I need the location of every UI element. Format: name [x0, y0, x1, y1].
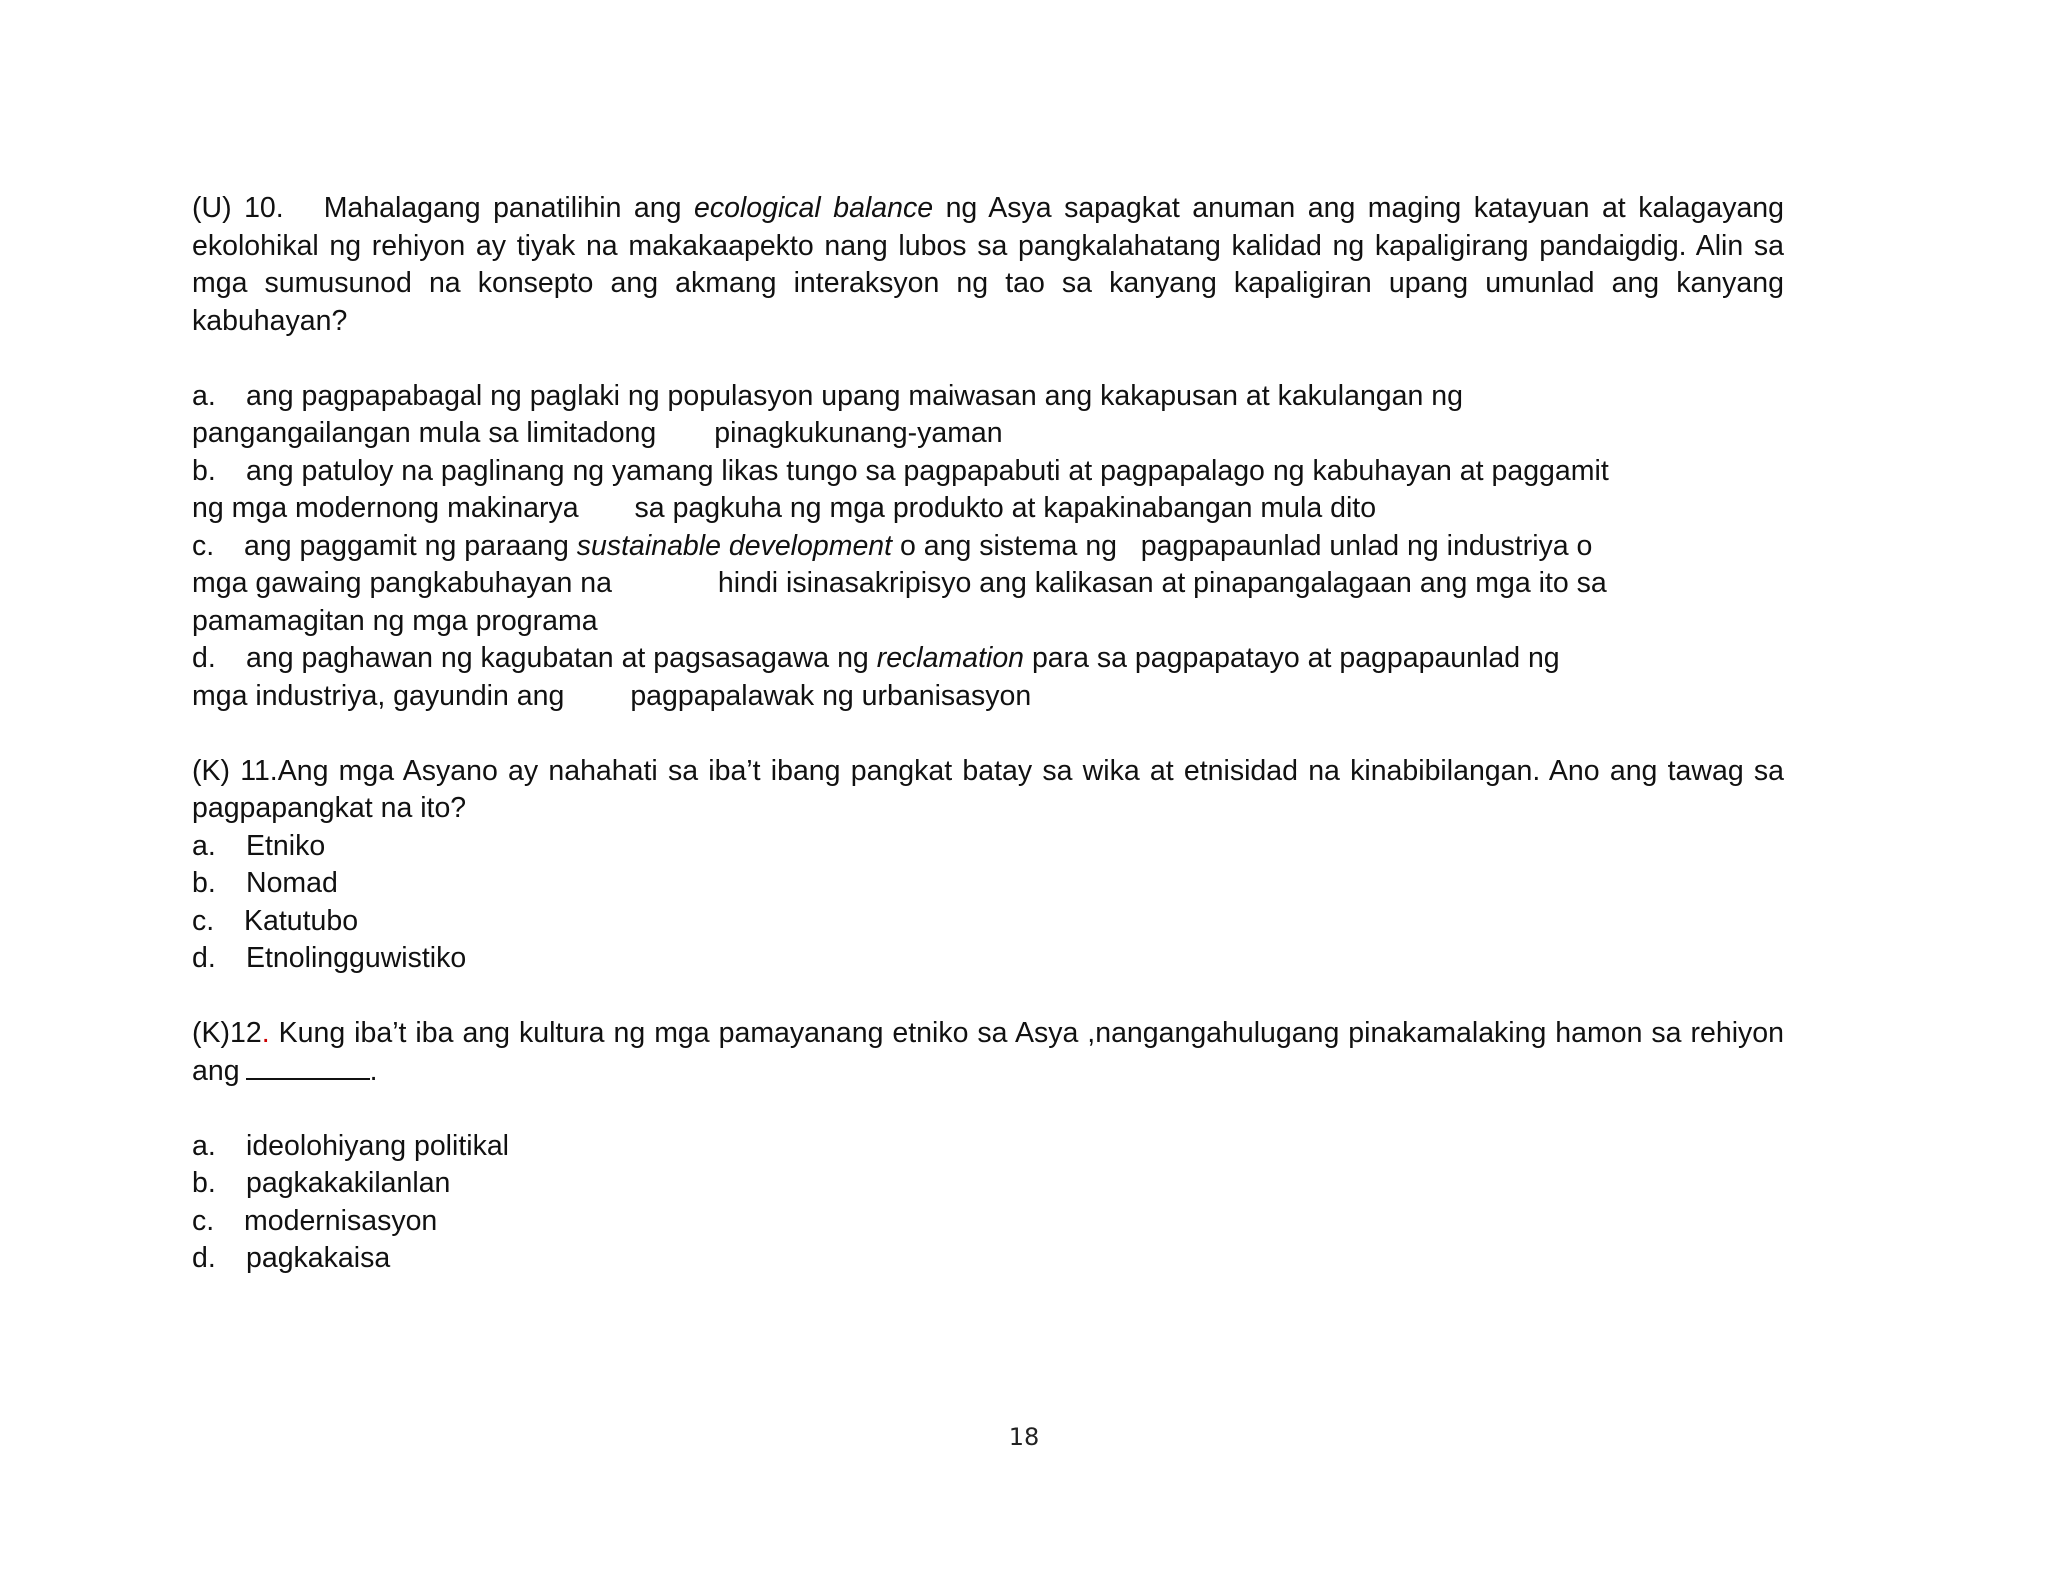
question-12-stem [192, 1015, 1784, 1090]
q12-option-a [192, 1128, 1784, 1166]
q11-option-a [192, 828, 1784, 866]
option-marker: c. [192, 1204, 215, 1237]
option-text: pangangailangan mula sa limitadong [192, 417, 657, 449]
q10-option-c-cont2 [192, 603, 1784, 641]
option-text: mga industriya, gayundin ang [192, 679, 565, 712]
option-marker: c. [192, 529, 215, 562]
q10-option-b-cont [192, 490, 1784, 528]
question-12-text: Kung iba’t iba ang kultura ng mga pamayanang etniko sa Asya ,nangangahulugang pinakamalaking hamon sa rehiyon ang [192, 1017, 1784, 1087]
option-marker: a. [192, 379, 216, 412]
option-italic-term: sustainable development [576, 529, 893, 562]
question-10-stem-part: ng Asya sapagkat anuman ang maging katayuan at kalagayang ekolohikal ng rehiyon ay tiyak na makakaapekto nang lubos sa pangkalahatang kalidad ng kapaligirang pandaigdig. Alin sa mga sumusunod na konsepto ang akmang interaksyon ng tao sa kanyang kapaligiran upang umunlad ang kanyang kabuhayan? [192, 192, 1785, 337]
option-text: o ang sistema ng pagpapaunlad unlad ng industriya o [892, 529, 1593, 562]
option-text: para sa pagpapatayo at pagpapaunlad ng [1024, 642, 1560, 674]
option-text: ang paggamit ng paraang [244, 529, 577, 562]
question-10-italic-term: ecological balance [693, 192, 934, 224]
option-text: Etnolingguwistiko [246, 942, 467, 974]
option-text: Nomad [246, 867, 338, 899]
q10-option-d [192, 640, 1784, 678]
q10-option-d-cont [192, 678, 1784, 716]
option-marker: d. [192, 1242, 216, 1274]
option-marker: b. [192, 454, 216, 487]
option-text: pamamagitan ng mga programa [192, 604, 598, 637]
question-10-stem-part: Mahalagang panatilihin ang [323, 192, 694, 224]
option-text: ang patuloy na paglinang ng yamang likas tungo sa pagpapabuti at pagpapalago ng kabuhayan at paggamit [246, 454, 1609, 487]
option-text: Katutubo [244, 904, 359, 937]
question-12-period: . [369, 1054, 378, 1087]
option-marker: a. [192, 1129, 216, 1162]
option-text: pinagkukunang-yaman [714, 417, 1003, 449]
option-text: pagkakakilanlan [246, 1167, 451, 1199]
option-italic-term: reclamation [876, 642, 1025, 674]
q10-option-a [192, 378, 1784, 416]
option-text: ang pagpapabagal ng paglaki ng populasyon upang maiwasan ang kakapusan at kakulangan ng [246, 379, 1463, 412]
question-10-label: (U) 10. [192, 192, 284, 224]
q12-option-d [192, 1240, 1784, 1278]
q10-option-c [192, 528, 1784, 566]
option-text: hindi isinasakripisyo ang kalikasan at pinapangalagaan ang mga ito sa [717, 567, 1607, 599]
question-11-stem [192, 753, 1784, 828]
option-marker: d. [192, 642, 216, 674]
option-marker: d. [192, 942, 216, 974]
q10-option-a-cont [192, 415, 1784, 453]
option-text: modernisasyon [244, 1204, 438, 1237]
document-page [192, 190, 1784, 1278]
q11-option-b [192, 865, 1784, 903]
option-marker: c. [192, 904, 215, 937]
question-11-label: (K) 11. [192, 754, 278, 787]
question-12-red-dot: . [261, 1017, 270, 1049]
option-marker: b. [192, 867, 216, 899]
option-text: ng mga modernong makinarya [192, 492, 579, 524]
q12-option-c [192, 1203, 1784, 1241]
question-10-stem [192, 190, 1784, 340]
q10-option-c-cont [192, 565, 1784, 603]
page-number: 18 [1008, 1423, 1040, 1451]
answer-blank [246, 1054, 370, 1080]
option-text: ang paghawan ng kagubatan at pagsasagawa ng [246, 642, 877, 674]
option-text: sa pagkuha ng mga produkto at kapakinabangan mula dito [634, 492, 1377, 524]
option-text: pagkakaisa [246, 1242, 391, 1274]
option-marker: a. [192, 829, 216, 862]
option-text: mga gawaing pangkabuhayan na [192, 567, 612, 599]
q10-option-b [192, 453, 1784, 491]
q12-option-b [192, 1165, 1784, 1203]
option-text: Etniko [246, 829, 326, 862]
option-text: pagpapalawak ng urbanisasyon [630, 679, 1032, 712]
question-11-text: Ang mga Asyano ay nahahati sa iba’t ibang pangkat batay sa wika at etnisidad na kinabibilangan. Ano ang tawag sa pagpapangkat na ito? [192, 754, 1785, 824]
option-marker: b. [192, 1167, 216, 1199]
option-text: ideolohiyang politikal [246, 1129, 510, 1162]
q11-option-d [192, 940, 1784, 978]
q11-option-c [192, 903, 1784, 941]
question-12-label: (K)12 [192, 1017, 262, 1049]
